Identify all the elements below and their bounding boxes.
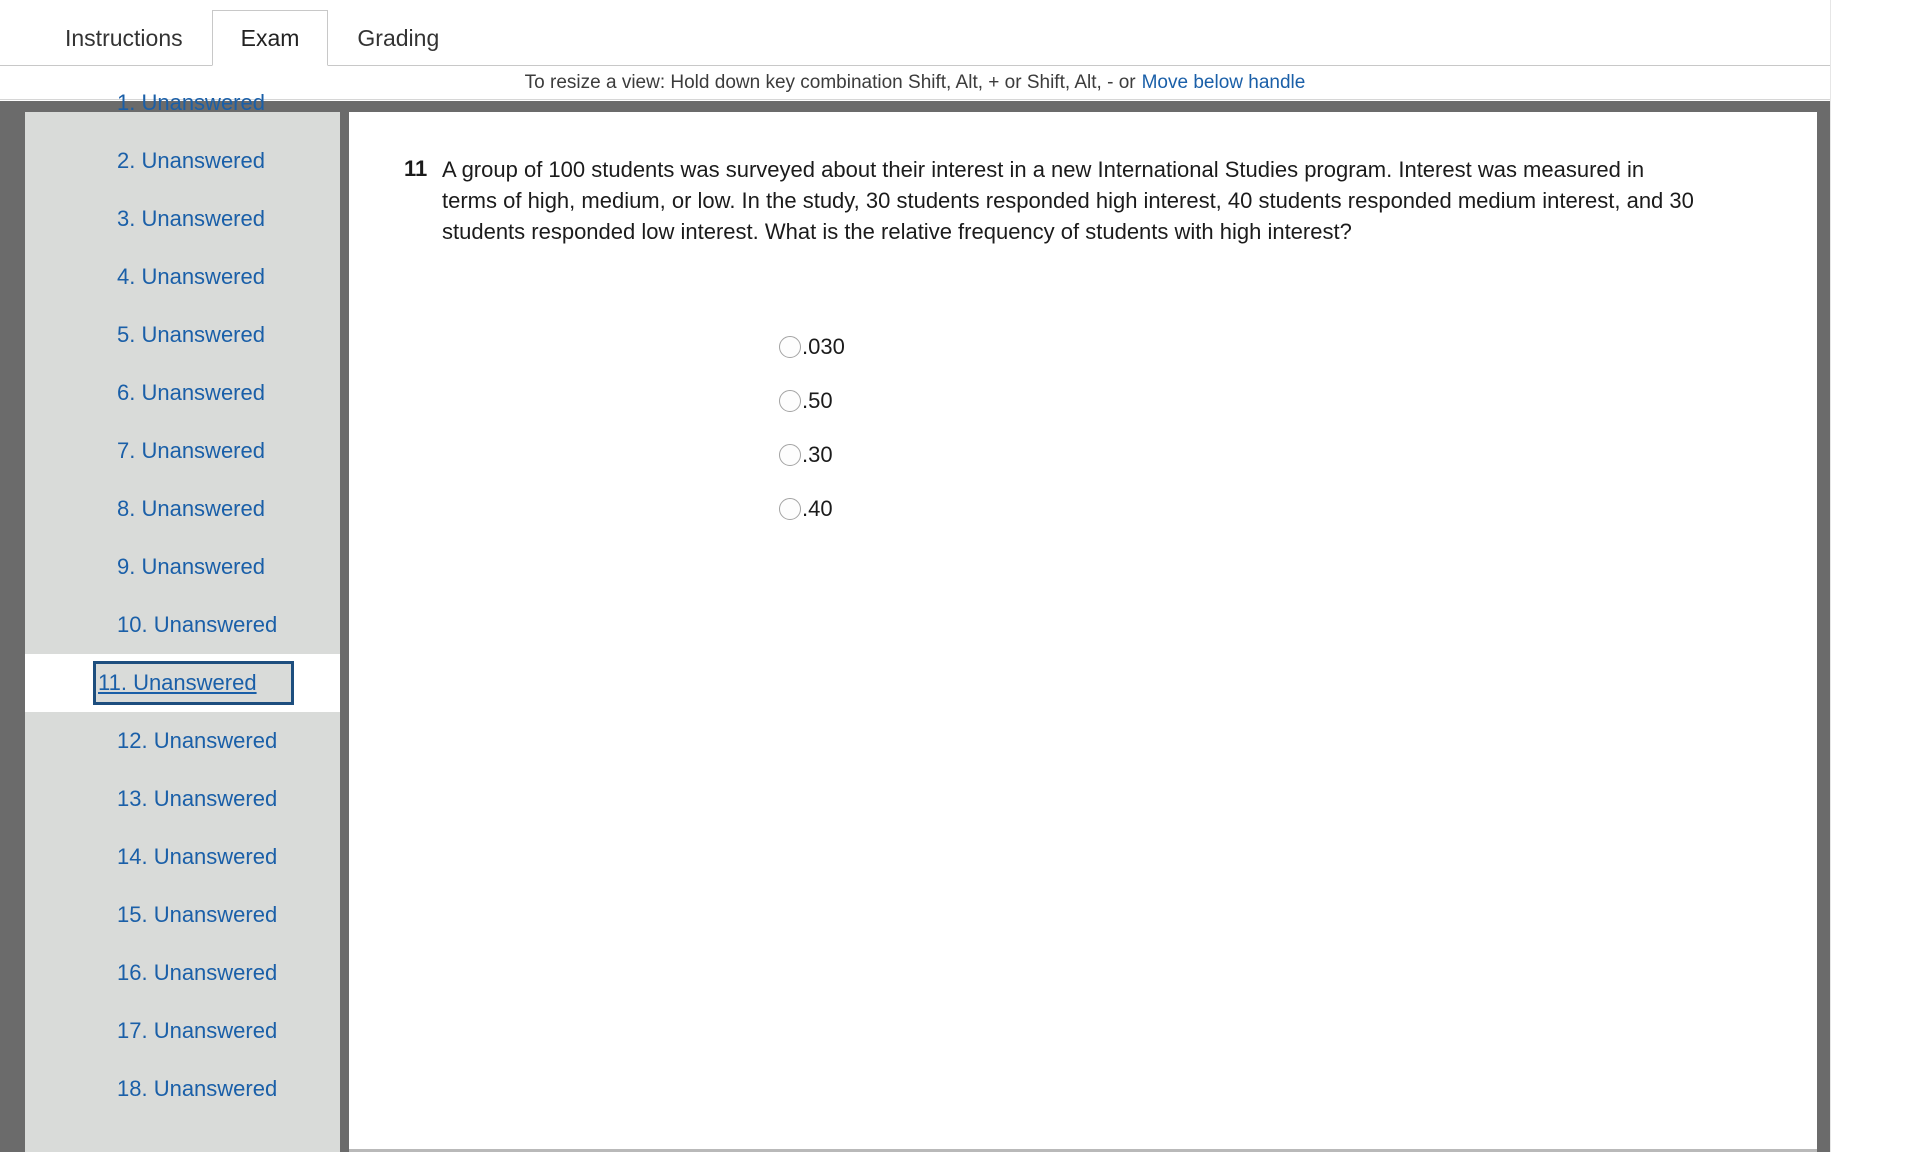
nav-item-5-label: 5. Unanswered xyxy=(117,322,265,347)
nav-item-6[interactable] xyxy=(25,364,340,422)
nav-item-8[interactable] xyxy=(25,480,340,538)
nav-item-10-label: 10. Unanswered xyxy=(117,612,278,637)
nav-item-1[interactable] xyxy=(25,74,340,132)
question-content-pane xyxy=(349,112,1817,1152)
question-nav-pane[interactable] xyxy=(25,90,340,1152)
answer-option-1-label: .030 xyxy=(802,333,845,359)
answer-option-3[interactable] xyxy=(779,428,1817,482)
tab-exam-label: Exam xyxy=(240,24,300,51)
resize-hint-text: To resize a view: Hold down key combination Shift, Alt, + or Shift, Alt, - or xyxy=(524,71,1136,93)
tab-instructions[interactable] xyxy=(36,10,212,66)
nav-item-1-label: 1. Unanswered xyxy=(117,90,265,115)
move-below-handle-link[interactable]: Move below handle xyxy=(1141,71,1306,93)
tab-grading-label: Grading xyxy=(357,25,440,51)
answer-option-4-label: .40 xyxy=(802,495,833,521)
nav-item-3-label: 3. Unanswered xyxy=(117,206,265,231)
answer-option-1[interactable] xyxy=(779,320,1817,374)
question-number: 11 xyxy=(404,156,428,181)
question-block xyxy=(349,112,1817,248)
nav-item-3[interactable] xyxy=(25,190,340,248)
exam-inner xyxy=(25,90,1817,1152)
answer-option-3-label: .30 xyxy=(802,441,833,467)
right-gutter xyxy=(1830,0,1924,1152)
tab-grading[interactable] xyxy=(328,10,468,66)
nav-item-14-label: 14. Unanswered xyxy=(117,844,278,869)
radio-button-icon[interactable] xyxy=(779,336,801,358)
nav-item-11-label: 11. Unanswered xyxy=(93,661,294,705)
exam-frame xyxy=(0,90,1830,1152)
nav-item-10[interactable] xyxy=(25,596,340,654)
tab-strip xyxy=(0,0,1830,66)
nav-item-9[interactable] xyxy=(25,538,340,596)
nav-item-7[interactable] xyxy=(25,422,340,480)
nav-item-12-label: 12. Unanswered xyxy=(117,728,278,753)
nav-item-13-label: 13. Unanswered xyxy=(117,786,278,811)
nav-item-9-label: 9. Unanswered xyxy=(117,554,265,579)
radio-button-icon[interactable] xyxy=(779,444,801,466)
nav-item-18[interactable] xyxy=(25,1060,340,1118)
answer-options xyxy=(779,320,1817,536)
question-nav-list xyxy=(25,74,340,1118)
nav-item-13[interactable] xyxy=(25,770,340,828)
nav-item-5[interactable] xyxy=(25,306,340,364)
answer-option-2[interactable] xyxy=(779,374,1817,428)
tab-exam[interactable] xyxy=(212,10,329,66)
answer-option-2-label: .50 xyxy=(802,387,833,413)
tab-instructions-label: Instructions xyxy=(65,25,183,51)
nav-item-2[interactable] xyxy=(25,132,340,190)
nav-item-12[interactable] xyxy=(25,712,340,770)
nav-item-14[interactable] xyxy=(25,828,340,886)
radio-button-icon[interactable] xyxy=(779,390,801,412)
nav-item-2-label: 2. Unanswered xyxy=(117,148,265,173)
radio-button-icon[interactable] xyxy=(779,498,801,520)
question-text: A group of 100 students was surveyed about their interest in a new International Studies program. Interest was measured in terms of high, medium, or low. In the study, 30 students responded high interest, 40 students responded medium interest, and 30 students responded low interest. What is the relative frequency of students with high interest? xyxy=(442,157,1694,245)
nav-item-18-label: 18. Unanswered xyxy=(117,1076,278,1101)
nav-item-17[interactable] xyxy=(25,1002,340,1060)
nav-item-8-label: 8. Unanswered xyxy=(117,496,265,521)
nav-item-16[interactable] xyxy=(25,944,340,1002)
nav-item-4-label: 4. Unanswered xyxy=(117,264,265,289)
answer-option-4[interactable] xyxy=(779,482,1817,536)
nav-item-7-label: 7. Unanswered xyxy=(117,438,265,463)
nav-item-4[interactable] xyxy=(25,248,340,306)
nav-item-6-label: 6. Unanswered xyxy=(117,380,265,405)
nav-item-16-label: 16. Unanswered xyxy=(117,960,278,985)
nav-item-17-label: 17. Unanswered xyxy=(117,1018,278,1043)
nav-item-11[interactable] xyxy=(25,654,340,712)
nav-item-15-label: 15. Unanswered xyxy=(117,902,278,927)
nav-item-15[interactable] xyxy=(25,886,340,944)
